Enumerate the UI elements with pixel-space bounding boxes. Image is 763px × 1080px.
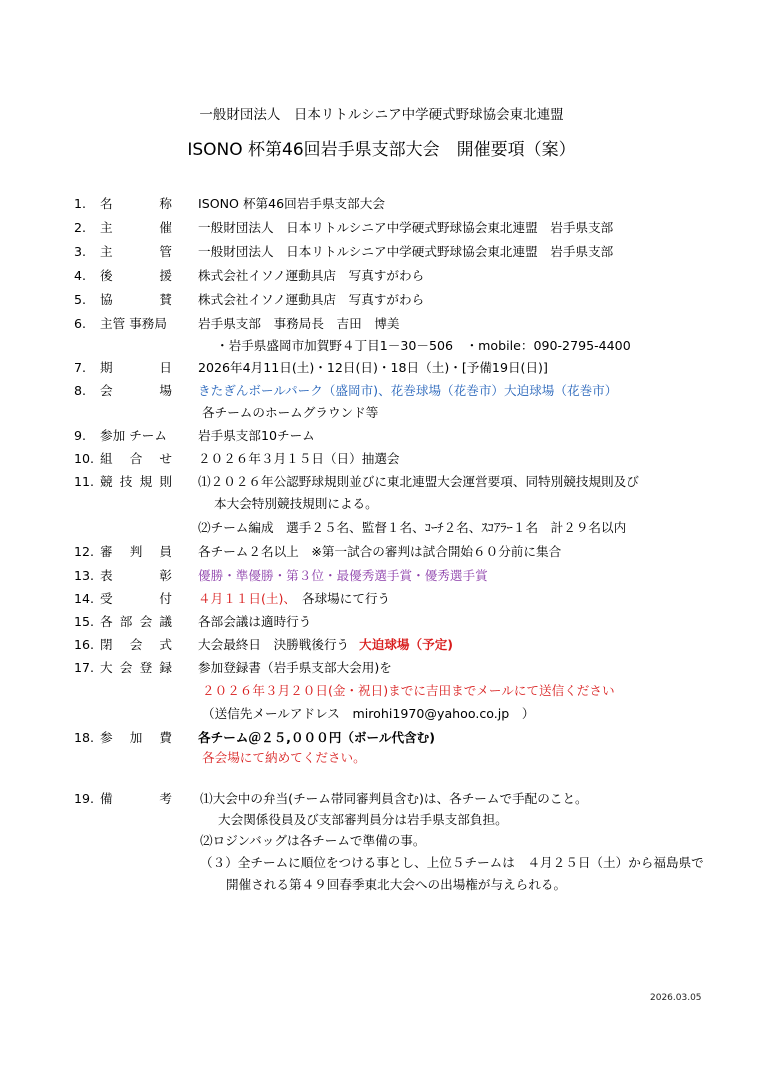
item-19-cont2 <box>0 831 763 851</box>
item-15 <box>0 612 763 632</box>
item-number: 4. <box>74 268 87 283</box>
item-number: 15. <box>74 614 95 629</box>
item-17-cont <box>0 681 763 701</box>
item-4 <box>0 266 763 286</box>
item-10 <box>0 449 763 469</box>
item-11 <box>0 472 763 492</box>
remark-3: （３）全チームに順位をつける事とし、上位５チームは ４月２５日（土）から福島県で <box>200 855 704 870</box>
item-label: 競 技 規 則 <box>100 474 172 489</box>
item-value: 岩手県支部 事務局長 吉田 博美 <box>198 316 400 331</box>
reception-place: 各球場にて行う <box>301 591 391 606</box>
item-number: 16. <box>74 637 95 652</box>
item-17 <box>0 658 763 678</box>
item-number: 3. <box>74 244 87 259</box>
item-1 <box>0 194 763 214</box>
item-label: 表 彰 <box>100 568 172 583</box>
item-label: 期 日 <box>100 360 172 375</box>
item-value: 一般財団法人 日本リトルシニア中学硬式野球協会東北連盟 岩手県支部 <box>198 220 614 235</box>
item-label: 主 催 <box>100 220 172 235</box>
item-13 <box>0 566 763 586</box>
item-label: 協 賛 <box>100 292 172 307</box>
item-value: 参加登録書（岩手県支部大会用)を <box>198 660 392 675</box>
remark-3-cont: 開催される第４９回春季東北大会への出場権が与えられる。 <box>226 877 567 892</box>
item-label: 参加 チーム <box>100 428 167 443</box>
item-2 <box>0 218 763 238</box>
item-number: 6. <box>74 316 87 331</box>
item-number: 14. <box>74 591 95 606</box>
item-label: 備 考 <box>100 791 172 806</box>
item-number: 13. <box>74 568 95 583</box>
item-value: 株式会社イソノ運動具店 写真すがわら <box>198 268 425 283</box>
item-17-cont2 <box>0 704 763 724</box>
item-19-cont3 <box>0 853 763 873</box>
reception-date: ４月１１日(土)、 <box>198 591 296 606</box>
item-label: 受 付 <box>100 591 172 606</box>
item-18 <box>0 728 763 748</box>
document-date: 2026.03.05 <box>650 993 702 1003</box>
venue-list: きたぎんボールパーク（盛岡市)、花巻球場（花巻市）大迫球場（花巻市） <box>198 383 618 398</box>
item-number: 7. <box>74 360 87 375</box>
item-value: 岩手県支部10チーム <box>198 428 315 443</box>
item-number: 5. <box>74 292 87 307</box>
item-value: 2026年4月11日(土)・12日(日)・18日（土)・[予備19日(日)] <box>198 360 548 375</box>
item-value: ISONO 杯第46回岩手県支部大会 <box>198 196 385 211</box>
registration-deadline: ２０２６年３月２０日(金・祝日)までに吉田までメールにて送信ください <box>202 683 615 698</box>
item-number: 19. <box>74 791 95 806</box>
item-value <box>198 589 390 609</box>
item-number: 11. <box>74 474 95 489</box>
item-value: 株式会社イソノ運動具店 写真すがわら <box>198 292 425 307</box>
item-number: 8. <box>74 383 87 398</box>
remark-1: ⑴大会中の弁当(チーム帯同審判員含む)は、各チームで手配のこと。 <box>200 791 588 806</box>
fee-note: 各会場にて納めてください。 <box>202 750 366 765</box>
item-6 <box>0 314 763 334</box>
item-value <box>198 635 453 655</box>
closing-venue: 大迫球場（予定) <box>359 637 454 652</box>
item-label: 組 合 せ <box>100 451 172 466</box>
awards: 優勝・準優勝・第３位・最優秀選手賞・優秀選手賞 <box>198 568 488 583</box>
item-7 <box>0 358 763 378</box>
item-16 <box>0 635 763 655</box>
item-label: 大 会 登 録 <box>100 660 172 675</box>
item-number: 18. <box>74 730 95 745</box>
item-19 <box>0 789 763 809</box>
item-number: 1. <box>74 196 87 211</box>
item-11-cont2 <box>0 518 763 538</box>
item-14 <box>0 589 763 609</box>
item-5 <box>0 290 763 310</box>
item-value: 各部会議は適時行う <box>198 614 312 629</box>
document-title: ISONO 杯第46回岩手県支部大会 開催要項（案） <box>187 140 576 160</box>
remark-1-cont: 大会関係役員及び支部審判員分は岩手県支部負担。 <box>218 812 508 827</box>
item-label: 名 称 <box>100 196 172 211</box>
item-value: 一般財団法人 日本リトルシニア中学硬式野球協会東北連盟 岩手県支部 <box>198 244 614 259</box>
item-label: 参 加 費 <box>100 730 172 745</box>
item-19-cont4 <box>0 875 763 895</box>
entry-fee: 各チーム＠２５,０００円（ボール代含む) <box>198 730 435 745</box>
email-address: （送信先メールアドレス mirohi1970@yahoo.co.jp ） <box>202 706 535 721</box>
item-9 <box>0 426 763 446</box>
item-18-cont <box>0 748 763 768</box>
item-label: 会 場 <box>100 383 172 398</box>
item-label: 閉 会 式 <box>100 637 172 652</box>
item-number: 17. <box>74 660 95 675</box>
item-label: 主管 事務局 <box>100 316 167 331</box>
contact-line: ・岩手県盛岡市加賀野４丁目1－30－506 ・mobile：090-2795-4400 <box>216 338 631 353</box>
rules-cont: 本大会特別競技規則による。 <box>214 496 378 511</box>
item-8-cont <box>0 403 763 423</box>
item-12 <box>0 542 763 562</box>
organization-name: 一般財団法人 日本リトルシニア中学硬式野球協会東北連盟 <box>199 107 564 123</box>
item-11-cont <box>0 494 763 514</box>
item-3 <box>0 242 763 262</box>
item-value: ⑴２０２６年公認野球規則並びに東北連盟大会運営要項、同特別競技規則及び <box>198 474 639 489</box>
item-number: 2. <box>74 220 87 235</box>
item-value: 各チーム２名以上 ※第一試合の審判は試合開始６０分前に集合 <box>198 544 562 559</box>
item-value: ２０２６年３月１５日（日）抽選会 <box>198 451 400 466</box>
item-19-cont <box>0 810 763 830</box>
item-label: 各 部 会 議 <box>100 614 172 629</box>
item-number: 10. <box>74 451 95 466</box>
item-label: 審 判 員 <box>100 544 172 559</box>
team-composition: ⑵チーム編成 選手２５名、監督１名、ｺｰﾁ２名、ｽｺｱﾗｰ１名 計２９名以内 <box>198 520 627 535</box>
item-label: 後 援 <box>100 268 172 283</box>
item-8 <box>0 381 763 401</box>
remark-2: ⑵ロジンバッグは各チームで準備の事。 <box>200 833 426 848</box>
item-number: 9. <box>74 428 87 443</box>
item-number: 12. <box>74 544 95 559</box>
item-6-contact <box>0 336 763 356</box>
venue-note: 各チームのホームグラウンド等 <box>202 405 379 420</box>
item-label: 主 管 <box>100 244 172 259</box>
closing-time: 大会最終日 決勝戦後行う <box>198 637 350 652</box>
